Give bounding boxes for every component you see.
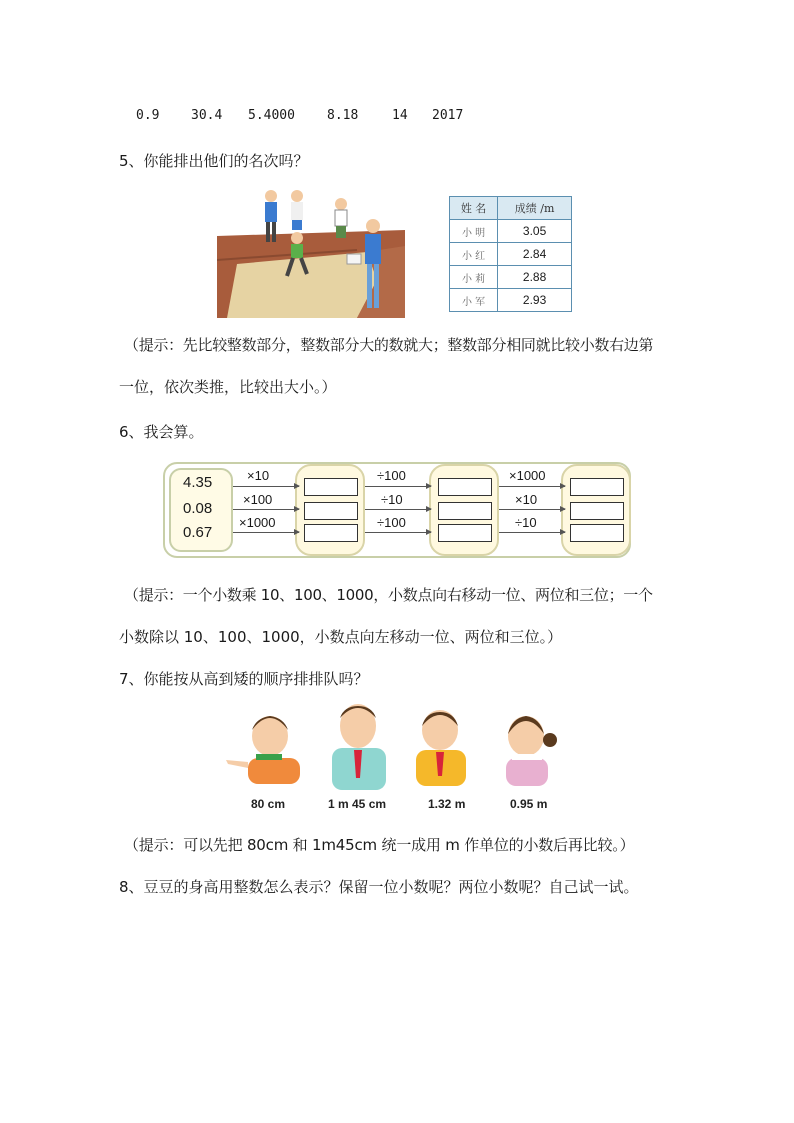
student-name: 小 莉 [450,266,498,289]
question-7-title: 7、你能按从高到矮的顺序排排队吗？ [119,670,369,688]
number-row [0,108,794,128]
children-illustration [226,700,566,795]
table-header: 姓 名 [450,197,498,220]
number-item: 2017 [432,108,464,123]
table-row [450,266,572,289]
answer-box[interactable] [438,524,492,542]
operation-label: ÷10 [381,492,403,507]
table-row [450,289,572,312]
number-item: 14 [392,108,408,123]
start-number: 0.67 [183,524,213,541]
arrow [499,532,565,533]
arrow [365,486,431,487]
question-8-title: 8、豆豆的身高用整数怎么表示？保留一位小数呢？两位小数呢？自己试一试。 [119,878,639,896]
operation-label: ÷100 [377,515,406,530]
question-6-hint: （提示：一个小数乘 10、100、1000，小数点向右移动一位、两位和三位；一个 [124,586,653,604]
height-label: 0.95 m [510,797,548,811]
question-6-title: 6、我会算。 [119,423,204,441]
number-item: 30.4 [191,108,223,123]
score-value: 2.93 [498,289,572,312]
long-jump-illustration [217,180,405,318]
number-item: 5.4000 [248,108,295,123]
operation-label: ×10 [247,468,270,483]
height-label: 1.32 m [428,797,466,811]
height-label: 1 m 45 cm [328,797,387,811]
answer-box[interactable] [304,478,358,496]
operation-label: ×1000 [239,515,276,530]
arrow [365,509,431,510]
question-5-title: 5、你能排出他们的名次吗？ [119,152,309,170]
question-5-hint: （提示：先比较整数部分，整数部分大的数就大；整数部分相同就比较小数右边第 [124,336,654,354]
start-number: 4.35 [183,474,213,491]
arrow [365,532,431,533]
answer-box[interactable] [570,524,624,542]
operation-label: ×100 [243,492,273,507]
operation-label: ÷100 [377,468,406,483]
answer-box[interactable] [438,502,492,520]
arrow [499,486,565,487]
student-name: 小 明 [450,220,498,243]
score-value: 3.05 [498,220,572,243]
question-5-hint: 一位，依次类推，比较出大小。） [119,378,337,396]
student-name: 小 红 [450,243,498,266]
question-6-hint: 小数除以 10、100、1000，小数点向左移动一位、两位和三位。） [119,628,563,646]
start-number: 0.08 [183,500,213,517]
score-value: 2.84 [498,243,572,266]
answer-box[interactable] [570,478,624,496]
arrow [233,532,299,533]
table-header-row [450,197,572,220]
arrow [233,509,299,510]
number-item: 8.18 [327,108,359,123]
answer-box[interactable] [304,502,358,520]
table-row [450,243,572,266]
operation-label: ×10 [515,492,538,507]
answer-box[interactable] [570,502,624,520]
score-table [449,196,572,312]
arrow [233,486,299,487]
operation-label: ÷10 [515,515,537,530]
score-value: 2.88 [498,266,572,289]
number-item: 0.9 [136,108,160,123]
answer-box[interactable] [438,478,492,496]
question-7-hint: （提示：可以先把 80cm 和 1m45cm 统一成用 m 作单位的小数后再比较。） [124,836,635,854]
answer-box[interactable] [304,524,358,542]
calculation-diagram [163,462,631,558]
table-header: 成绩 /m [498,197,572,220]
operation-label: ×1000 [509,468,546,483]
arrow [499,509,565,510]
table-row [450,220,572,243]
height-label: 80 cm [251,797,286,811]
student-name: 小 军 [450,289,498,312]
